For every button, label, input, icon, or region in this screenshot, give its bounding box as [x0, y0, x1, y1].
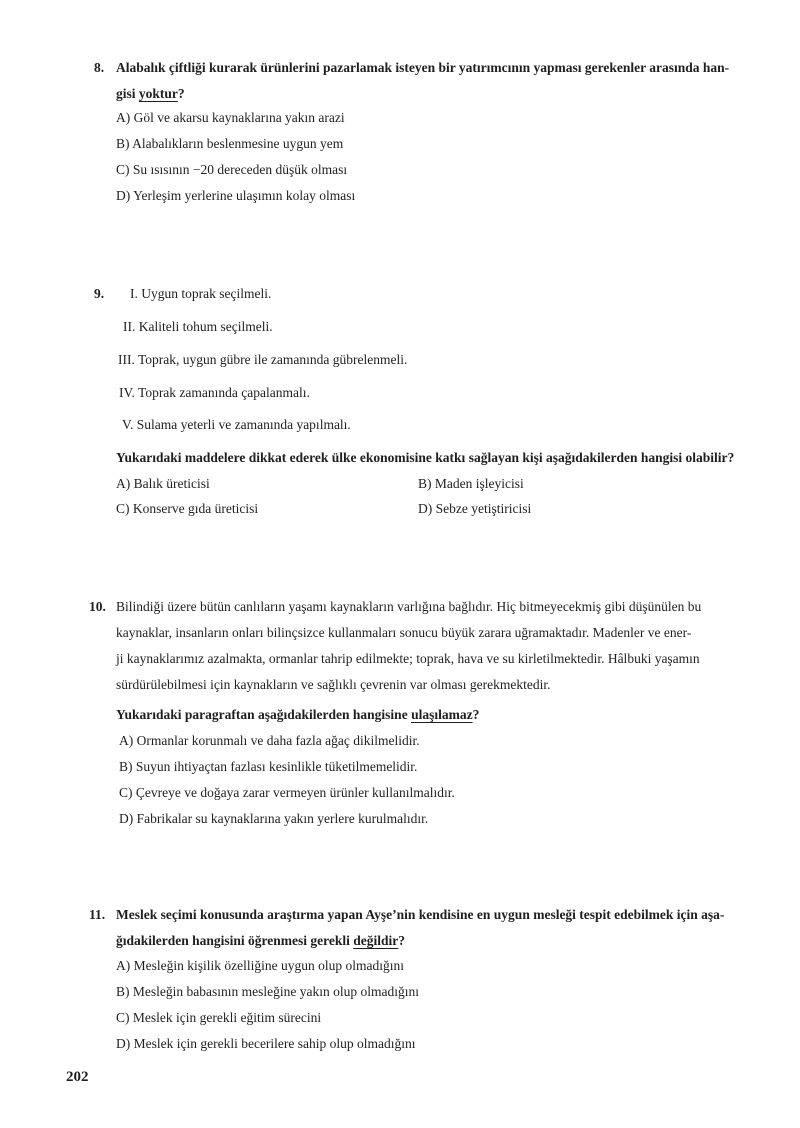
question-number: 11. [89, 907, 106, 922]
option-d: D) Meslek için gerekli becerilere sahip olup olmadığını [116, 1036, 416, 1051]
question-text: Alabalık çiftliği kurarak ürünlerini pazarlamak isteyen bir yatırımcının yapması gerekenler arasında han- [116, 60, 730, 75]
question-mark: ? [398, 933, 406, 948]
paragraph-line: ji kaynaklarımız azalmakta, ormanlar tahrip edilmekte; toprak, hava ve su kirletilmektedir. Hâlbuki yaşamın [116, 651, 700, 666]
question-text: Yukarıdaki maddelere dikkat ederek ülke ekonomisine katkı sağlayan kişi aşağıdakilerden hangisi olabilir? [116, 450, 735, 465]
option-c: C) Su ısısının −20 dereceden düşük olması [116, 162, 348, 177]
option-a: A) Göl ve akarsu kaynaklarına yakın arazi [116, 110, 345, 125]
question-number: 10. [89, 599, 106, 614]
paragraph-line: sürdürülebilmesi için kaynakların ve sağlıklı çevrenin var olması gerekmektedir. [116, 677, 551, 692]
statement-item: II. Kaliteli tohum seçilmeli. [123, 319, 273, 334]
option-c: C) Meslek için gerekli eğitim sürecini [116, 1010, 322, 1025]
question-text: Meslek seçimi konusunda araştırma yapan Ayşe’nin kendisine en uygun mesleği tespit edebilmek için aşa- [116, 907, 725, 922]
option-c: C) Konserve gıda üreticisi [116, 501, 259, 516]
option-c: C) Çevreye ve doğaya zarar vermeyen ürünler kullanılmalıdır. [119, 785, 455, 800]
paragraph-line: kaynaklar, insanların onları bilinçsizce kullanmaları sonucu büyük zarara uğramaktadır. Madenler ve ener- [116, 625, 692, 640]
question-text [116, 702, 479, 728]
option-b: B) Maden işleyicisi [418, 476, 524, 491]
statement-item: III. Toprak, uygun gübre ile zamanında gübrelenmeli. [118, 352, 408, 367]
question-text: gisi [116, 86, 139, 101]
paragraph-line: Bilindiği üzere bütün canlıların yaşamı kaynakların varlığına bağlıdır. Hiç bitmeyecekmiş gibi düşünülen bu [116, 599, 702, 614]
option-b: B) Mesleğin babasının mesleğine yakın olup olmadığını [116, 984, 419, 999]
question-number: 9. [94, 286, 105, 301]
question-text: ğıdakilerden hangisini öğrenmesi gerekli [116, 933, 354, 948]
question-mark: ? [177, 86, 185, 101]
statement-item: IV. Toprak zamanında çapalanmalı. [119, 385, 310, 400]
option-b: B) Alabalıkların beslenmesine uygun yem [116, 136, 344, 151]
emphasis-word: ulaşılamaz [411, 707, 473, 722]
option-a: A) Mesleğin kişilik özelliğine uygun olup olmadığını [116, 958, 404, 973]
option-d: D) Yerleşim yerlerine ulaşımın kolay olması [116, 188, 356, 203]
option-b: B) Suyun ihtiyaçtan fazlası kesinlikle tüketilmemelidir. [119, 759, 418, 774]
option-d: D) Sebze yetiştiricisi [418, 501, 532, 516]
question-number: 8. [94, 60, 105, 75]
question-stem [116, 55, 742, 107]
option-a: A) Ormanlar korunmalı ve daha fazla ağaç dikilmelidir. [119, 733, 420, 748]
option-d: D) Fabrikalar su kaynaklarına yakın yerlere kurulmalıdır. [119, 811, 429, 826]
statement-item: I. Uygun toprak seçilmeli. [130, 286, 272, 301]
page-number: 202 [66, 1069, 89, 1085]
question-text-part: Yukarıdaki paragraftan aşağıdakilerden hangisine [116, 707, 412, 722]
emphasis-word: değildir [353, 933, 399, 948]
statement-item: V. Sulama yeterli ve zamanında yapılmalı. [122, 417, 351, 432]
option-a: A) Balık üreticisi [116, 476, 210, 491]
question-stem [116, 902, 742, 954]
question-mark: ? [472, 707, 480, 722]
emphasis-word: yoktur [138, 86, 178, 101]
